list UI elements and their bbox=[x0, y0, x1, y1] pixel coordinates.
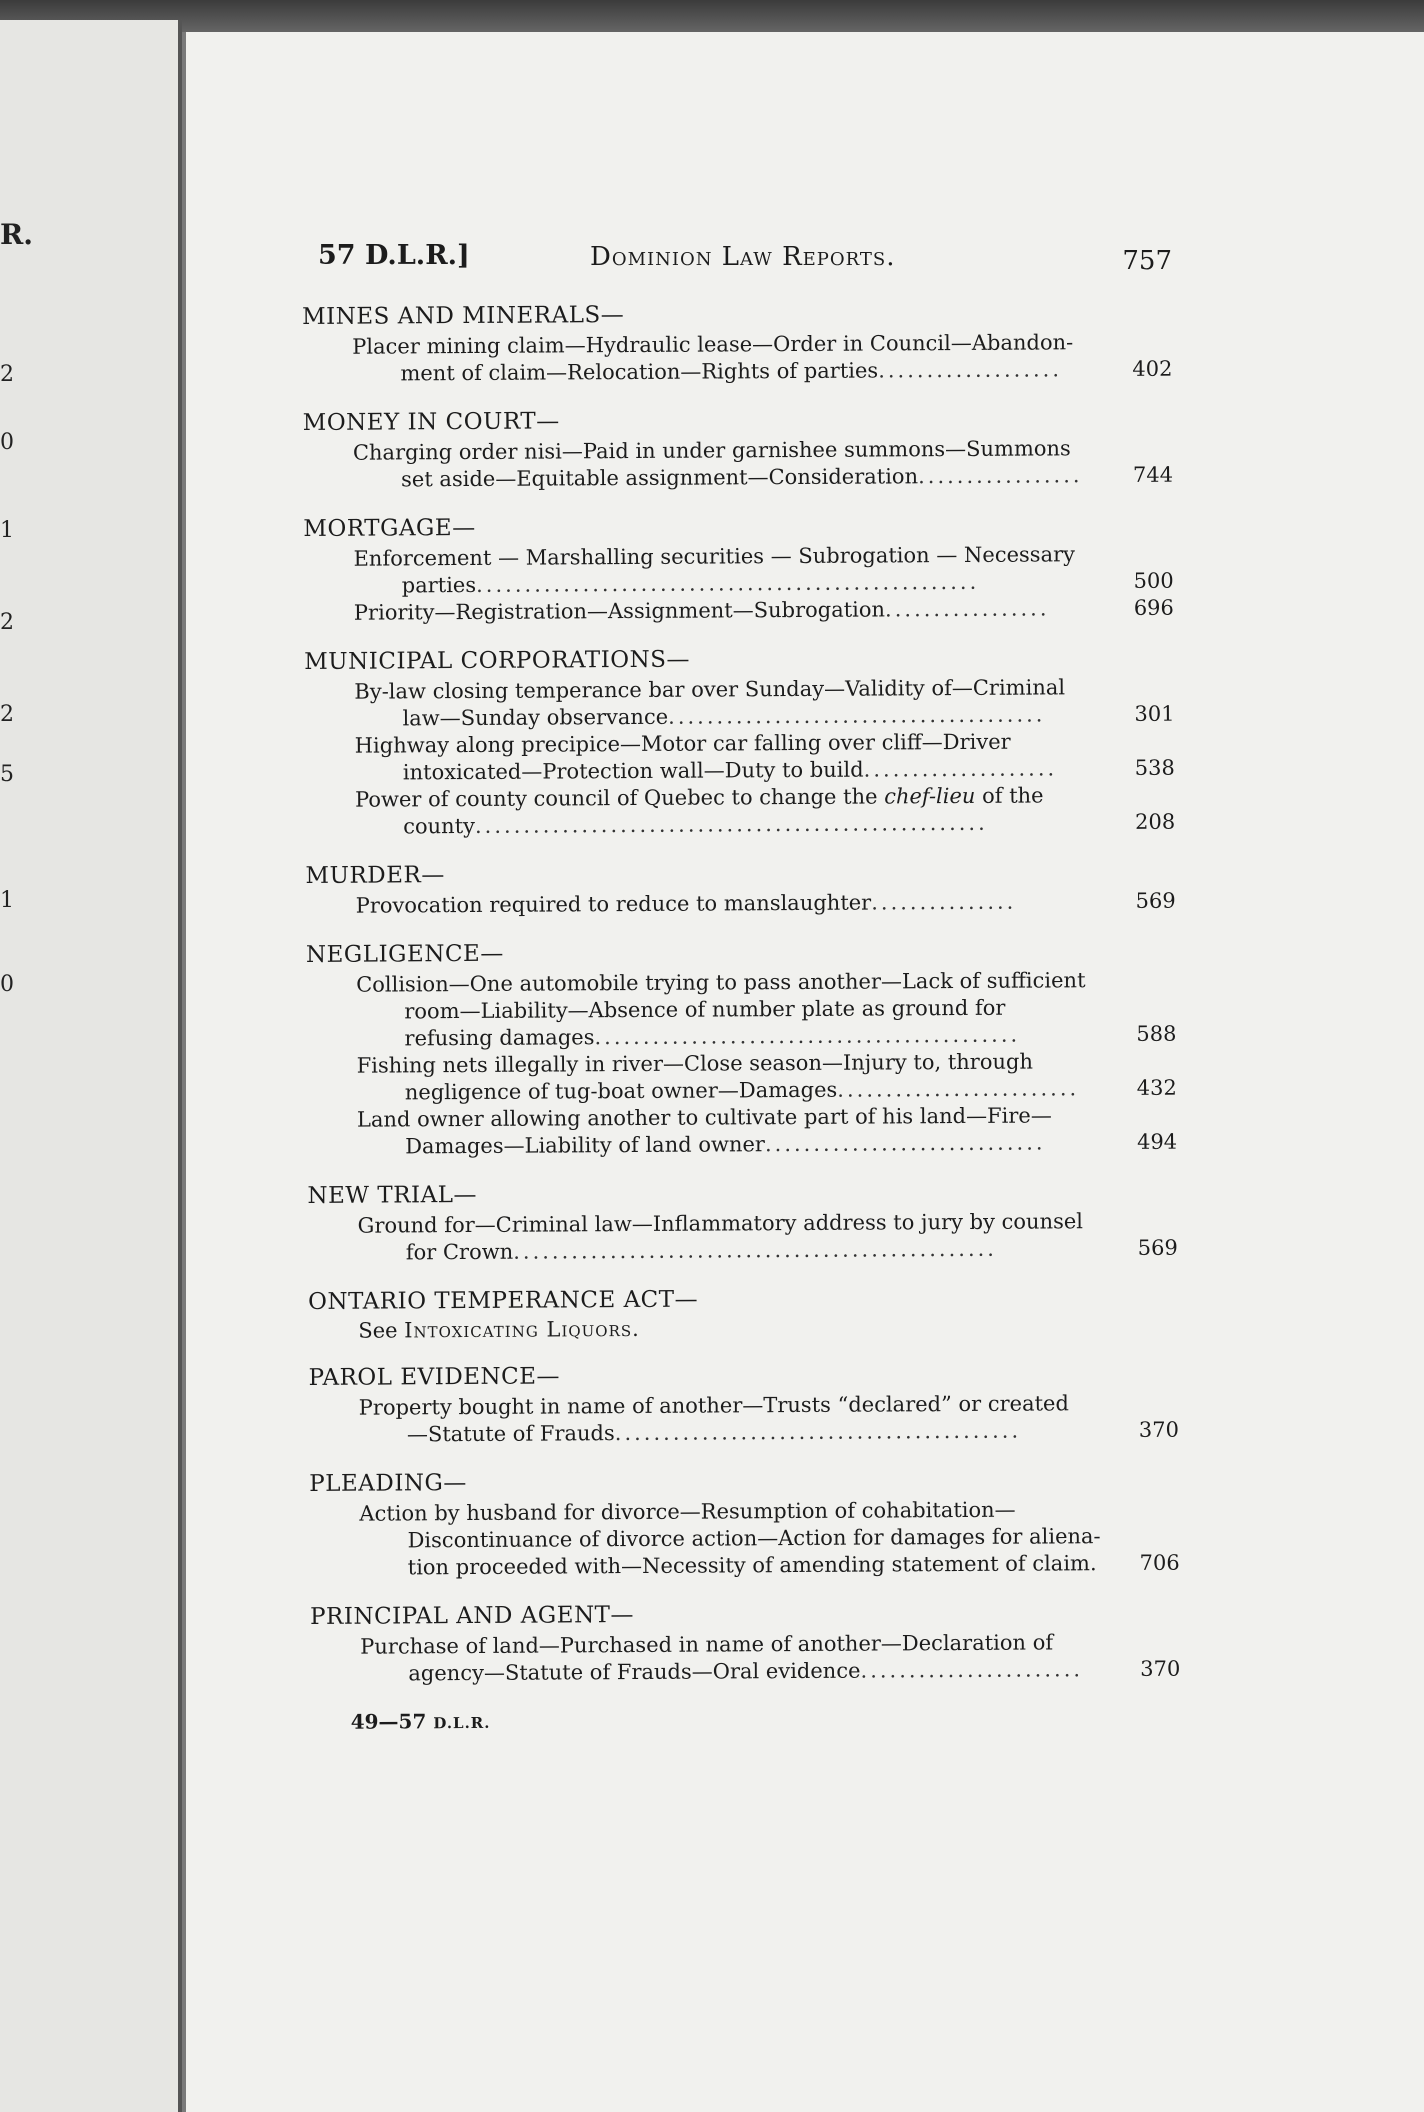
section-heading: MONEY IN COURT— bbox=[302, 408, 560, 436]
entry-page-number: 744 bbox=[1132, 462, 1174, 487]
index-entry bbox=[357, 1102, 1177, 1161]
index-entry bbox=[355, 782, 1175, 841]
entry-text: Power of county council of Quebec to change the chef-lieu of the bbox=[354, 783, 1044, 812]
index-section bbox=[310, 1599, 1180, 1688]
index-section bbox=[308, 1284, 1178, 1343]
index-entry bbox=[352, 329, 1172, 388]
entry-text: intoxicated—Protection wall—Duty to build bbox=[402, 757, 864, 785]
entry-text: Fishing nets illegally in river—Close season—Injury to, through bbox=[356, 1049, 1034, 1078]
index-entry bbox=[357, 1048, 1177, 1107]
entry-page-number: 370 bbox=[1138, 1417, 1179, 1442]
index-entry bbox=[359, 1496, 1179, 1582]
section-heading: MUNICIPAL CORPORATIONS— bbox=[304, 646, 691, 675]
entry-page-number: 494 bbox=[1136, 1129, 1178, 1154]
entry-page-number: 538 bbox=[1134, 755, 1175, 780]
signature-mark bbox=[351, 1705, 1181, 1734]
entry-page-number: 301 bbox=[1134, 701, 1175, 726]
entry-text: negligence of tug-boat owner—Damages bbox=[404, 1077, 838, 1105]
page-number: 757 bbox=[1122, 246, 1172, 276]
entry-text: parties bbox=[401, 572, 477, 598]
leader-dots: ....................................... bbox=[668, 702, 1046, 729]
left-fragment: 0 bbox=[0, 430, 14, 455]
entry-text: Action by husband for divorce—Resumption of cohabitation— bbox=[359, 1497, 1016, 1526]
entry-text: set aside—Equitable assignment—Consideration bbox=[401, 464, 919, 492]
entry-text: Land owner allowing another to cultivate part of his land—Fire— bbox=[356, 1103, 1052, 1132]
entry-page-number: 208 bbox=[1135, 809, 1176, 834]
section-heading: ONTARIO TEMPERANCE ACT— bbox=[308, 1286, 699, 1315]
leader-dots: ......................... bbox=[837, 1076, 1080, 1102]
entry-text: tion proceeded with—Necessity of amending statement of claim. bbox=[407, 1551, 1097, 1580]
entry-page-number: 588 bbox=[1136, 1021, 1177, 1046]
section-heading: PAROL EVIDENCE— bbox=[308, 1363, 561, 1391]
index-section bbox=[304, 644, 1175, 841]
index-section bbox=[303, 511, 1174, 627]
index-section bbox=[309, 1466, 1180, 1582]
entry-page-number: 569 bbox=[1137, 1235, 1178, 1260]
entry-text: agency—Statute of Frauds—Oral evidence bbox=[408, 1658, 861, 1686]
entry-text: Ground for—Criminal law—Inflammatory address to jury by counsel bbox=[357, 1209, 1084, 1238]
index-entry bbox=[354, 595, 1174, 627]
index-section bbox=[302, 299, 1172, 388]
scan-top-edge bbox=[0, 0, 1424, 36]
left-fragment: 1 bbox=[0, 888, 14, 913]
section-heading: PLEADING— bbox=[309, 1470, 467, 1497]
signature-number: 49—57 bbox=[350, 1709, 427, 1734]
entry-text: Purchase of land—Purchased in name of another—Declaration of bbox=[360, 1630, 1054, 1659]
left-fragment: 2 bbox=[0, 702, 14, 727]
leader-dots: ................. bbox=[884, 596, 1050, 622]
index-section bbox=[306, 937, 1177, 1161]
index-entry bbox=[356, 967, 1176, 1053]
left-fragment: 1 bbox=[0, 518, 14, 543]
index-entry bbox=[359, 1390, 1179, 1449]
left-fragment: R. bbox=[0, 218, 34, 251]
entry-text: Highway along precipice—Motor car falling over cliff—Driver bbox=[354, 729, 1011, 758]
section-heading: MINES AND MINERALS— bbox=[302, 302, 625, 330]
entry-page-number: 696 bbox=[1133, 595, 1174, 620]
running-header bbox=[318, 240, 1172, 284]
index-entry bbox=[360, 1629, 1180, 1688]
leader-dots: ................. bbox=[917, 463, 1083, 489]
document-page bbox=[182, 32, 1424, 2112]
signature-abbr: D.L.R. bbox=[433, 1713, 491, 1733]
entry-page-number: 706 bbox=[1139, 1550, 1180, 1575]
entry-text: Discontinuance of divorce action—Action for damages for aliena- bbox=[407, 1524, 1101, 1553]
leader-dots: ............... bbox=[871, 889, 1017, 915]
leader-dots: .................... bbox=[863, 756, 1058, 782]
entry-page-number: 569 bbox=[1135, 888, 1176, 913]
section-heading: MORTGAGE— bbox=[303, 514, 476, 542]
index-entry bbox=[353, 541, 1173, 600]
section-heading: PRINCIPAL AND AGENT— bbox=[309, 1601, 635, 1630]
index-section bbox=[307, 1178, 1177, 1267]
left-fragment: 0 bbox=[0, 972, 14, 997]
entry-text: Collision—One automobile trying to pass another—Lack of sufficient bbox=[356, 968, 1086, 997]
entry-text: Charging order nisi—Paid in under garnishee summons—Summons bbox=[352, 436, 1071, 465]
entry-text: ment of claim—Relocation—Rights of parties bbox=[400, 358, 879, 386]
entry-text: room—Liability—Absence of number plate as ground for bbox=[404, 995, 1006, 1024]
index-entry bbox=[354, 674, 1174, 733]
entry-text: —Statute of Frauds bbox=[406, 1421, 615, 1447]
entry-page-number: 432 bbox=[1136, 1075, 1177, 1100]
section-heading: NEGLIGENCE— bbox=[305, 940, 504, 968]
publication-title: Dominion Law Reports. bbox=[590, 242, 896, 272]
entry-text: Placer mining claim—Hydraulic lease—Order in Council—Abandon- bbox=[352, 330, 1074, 359]
left-fragment: 5 bbox=[0, 762, 14, 787]
entry-text: By-law closing temperance bar over Sunday—Validity of—Criminal bbox=[354, 675, 1066, 704]
entry-text: Priority—Registration—Assignment—Subrogation bbox=[353, 597, 886, 625]
section-heading: NEW TRIAL— bbox=[307, 1181, 478, 1209]
entry-text: refusing damages bbox=[404, 1025, 595, 1051]
index-section bbox=[303, 405, 1173, 494]
entry-text: Enforcement — Marshalling securities — Subrogation — Necessary bbox=[353, 542, 1076, 571]
entry-text: Provocation required to reduce to manslaughter bbox=[355, 890, 872, 918]
leader-dots: .......................................... bbox=[614, 1418, 1022, 1446]
section-heading: MURDER— bbox=[305, 862, 445, 889]
leader-dots: .................................................... bbox=[476, 569, 980, 597]
index-entry bbox=[355, 728, 1175, 787]
leader-dots: ....................... bbox=[860, 1657, 1084, 1683]
leader-dots: ................... bbox=[878, 357, 1063, 383]
adjacent-page-edge bbox=[0, 20, 182, 2112]
left-fragment: 2 bbox=[0, 362, 14, 387]
index-entry bbox=[356, 888, 1176, 920]
index-section bbox=[308, 1360, 1178, 1449]
entry-page-number: 402 bbox=[1132, 356, 1173, 381]
entry-text: county bbox=[403, 813, 476, 839]
leader-dots: ..................................................... bbox=[474, 810, 988, 838]
entry-text: law—Sunday observance bbox=[402, 704, 669, 731]
entry-text: Damages—Liability of land owner bbox=[405, 1132, 765, 1159]
left-fragment: 2 bbox=[0, 610, 14, 635]
index-content bbox=[302, 299, 1181, 1734]
entry-page-number: 370 bbox=[1140, 1656, 1181, 1681]
entry-text: for Crown bbox=[405, 1239, 514, 1265]
index-section bbox=[305, 858, 1175, 920]
entry-page-number: 500 bbox=[1133, 568, 1174, 593]
index-entry bbox=[358, 1208, 1178, 1267]
index-entry bbox=[353, 435, 1173, 494]
cross-reference: See Intoxicating Liquors. bbox=[358, 1316, 640, 1343]
leader-dots: ............................. bbox=[764, 1130, 1046, 1157]
leader-dots: ............................................ bbox=[594, 1022, 1021, 1050]
leader-dots: .................................................. bbox=[513, 1236, 998, 1264]
entry-text: Property bought in name of another—Trusts “declared” or created bbox=[358, 1391, 1069, 1420]
volume-label: 57 D.L.R.] bbox=[318, 240, 470, 271]
